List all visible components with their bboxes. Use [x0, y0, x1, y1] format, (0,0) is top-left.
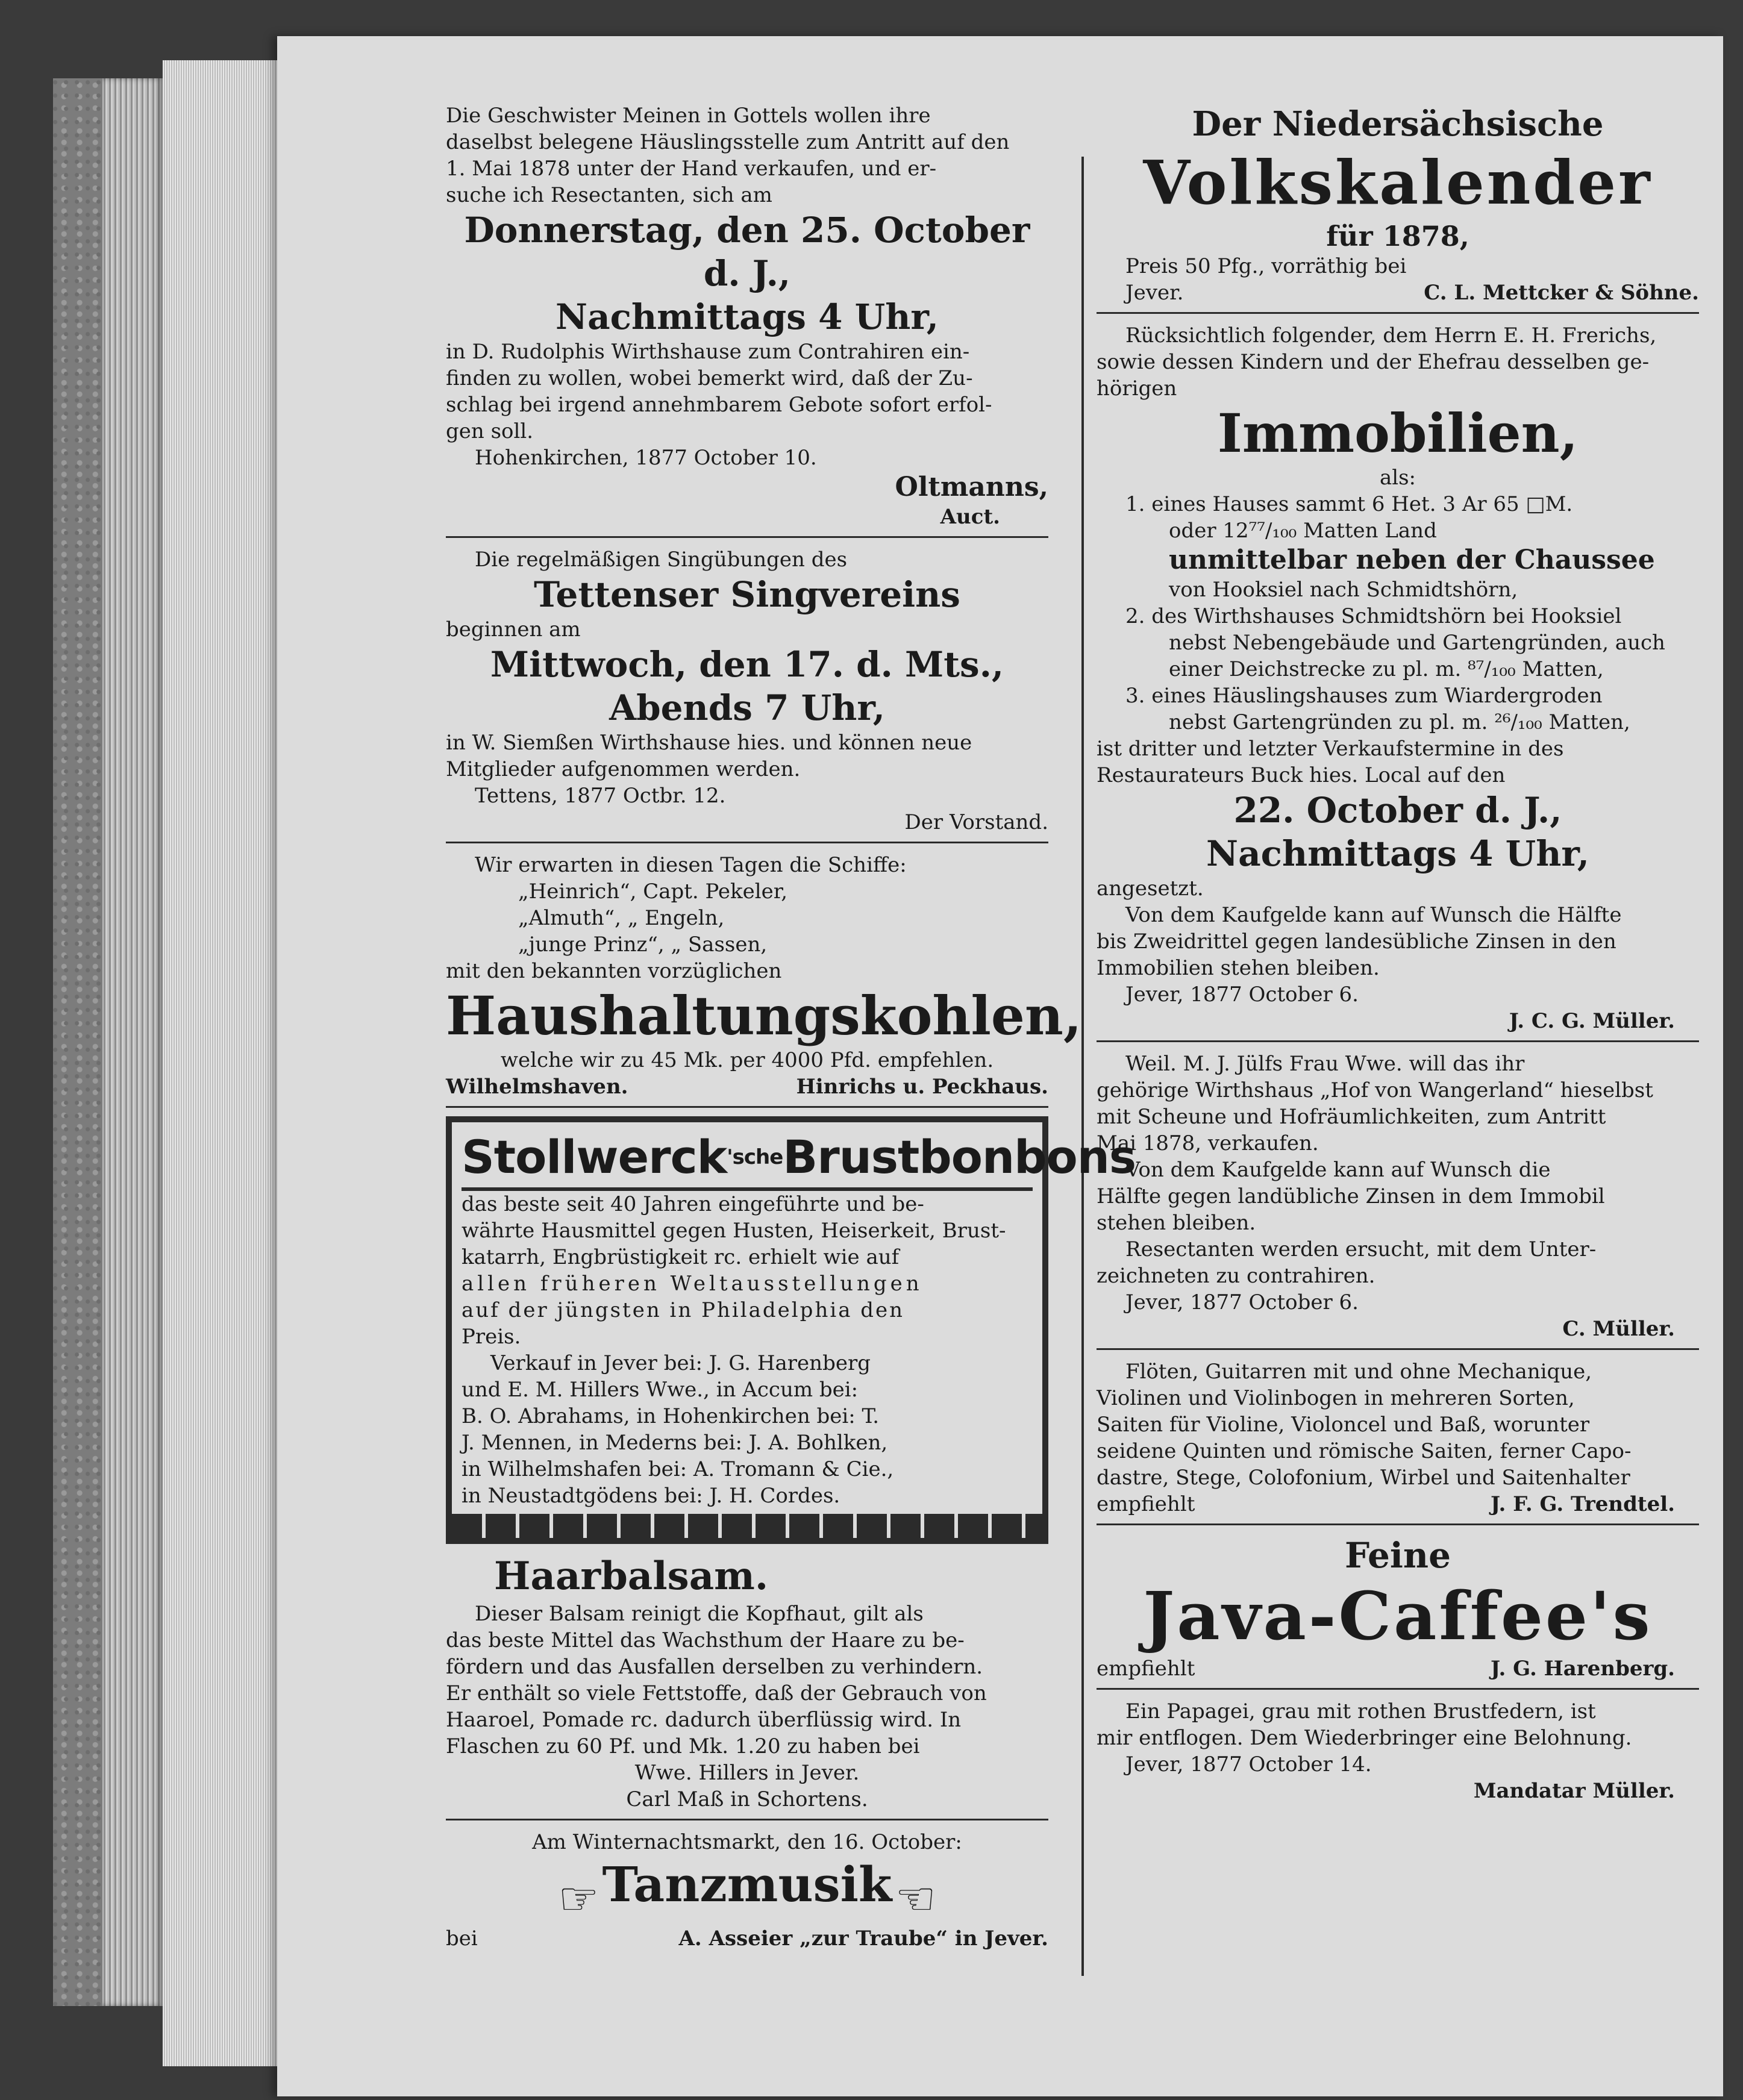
ship-line: „junge Prinz“, „ Sassen,	[518, 933, 768, 957]
ad-line: Immobilien stehen bleiben.	[1097, 956, 1380, 980]
ad-line: seidene Quinten und römische Saiten, ferner Capo-	[1097, 1439, 1632, 1463]
ad-line: das beste seit 40 Jahren eingeführte und be-	[462, 1192, 924, 1216]
item-line: einer Deichstrecke zu pl. m. ⁸⁷/₁₀₀ Matten,	[1169, 657, 1604, 681]
decorative-border	[452, 1514, 1042, 1538]
ad-separator	[446, 1106, 1048, 1108]
ad-line: Flöten, Guitarren mit und ohne Mechanique,	[1125, 1360, 1592, 1384]
ad-line: Resectanten werden ersucht, mit dem Unter-	[1125, 1237, 1597, 1261]
ad-line: und E. M. Hillers Wwe., in Accum bei:	[462, 1378, 859, 1402]
ad-brustbonbons	[446, 1116, 1136, 1544]
ad-line: Verkauf in Jever bei: J. G. Harenberg	[490, 1351, 871, 1375]
ad-time-line: Nachmittags 4 Uhr,	[1206, 833, 1589, 874]
ad-place-date: Jever, 1877 October 6.	[1125, 1290, 1359, 1314]
ad-product: Haushaltungskohlen,	[446, 984, 1082, 1047]
pointing-hand-icon: ☜	[895, 1872, 936, 1925]
ad-title: Immobilien,	[1217, 402, 1579, 464]
ad-separator	[446, 1819, 1048, 1820]
ad-signature: Hinrichs u. Peckhaus.	[796, 1075, 1048, 1099]
ad-line: Die Geschwister Meinen in Gottels wollen ihre	[446, 104, 931, 128]
headline-part: Brustbonbons	[783, 1130, 1136, 1184]
ad-line: gen soll.	[446, 419, 534, 443]
ad-place-date: Hohenkirchen, 1877 October 10.	[475, 446, 817, 470]
ad-title: Java-Caffee's	[1143, 1577, 1653, 1655]
ad-price: welche wir zu 45 Mk. per 4000 Pfd. empfehlen.	[500, 1048, 994, 1072]
ad-wirthshaus	[1097, 1051, 1699, 1342]
ad-place-date: Jever, 1877 October 14.	[1125, 1752, 1372, 1777]
ad-line: Weil. M. J. Jülfs Frau Wwe. will das ihr	[1125, 1052, 1525, 1076]
ad-line: in D. Rudolphis Wirthshause zum Contrahiren ein-	[446, 340, 970, 364]
ad-separator	[1097, 1040, 1699, 1042]
ad-subtitle: Feine	[1344, 1535, 1451, 1576]
ad-separator	[1097, 312, 1699, 314]
ad-line: dastre, Stege, Colofonium, Wirbel und Saitenhalter	[1097, 1466, 1630, 1490]
item-highlight: unmittelbar neben der Chaussee	[1169, 545, 1655, 575]
ad-name: Tettenser Singvereins	[534, 574, 960, 615]
ad-headline	[462, 1127, 1136, 1191]
ad-tanzmusik	[446, 1829, 1048, 1952]
ad-haarbalsam	[446, 1552, 1048, 1813]
ad-separator	[1097, 1688, 1699, 1690]
ad-line: B. O. Abrahams, in Hohenkirchen bei: T.	[462, 1404, 880, 1428]
page-edges	[163, 60, 277, 2066]
ad-line: Restaurateurs Buck hies. Local auf den	[1097, 763, 1506, 787]
ad-separator	[1097, 1523, 1699, 1525]
ad-java-caffee	[1097, 1534, 1699, 1682]
ad-signature: Mandatar Müller.	[1473, 1779, 1675, 1803]
ad-separator	[1097, 1348, 1699, 1350]
ad-date-line: 22. October d. J.,	[1233, 790, 1562, 831]
ad-musikinstrumente	[1097, 1358, 1699, 1517]
ad-signature: C. Müller.	[1562, 1317, 1675, 1341]
right-column	[1097, 102, 1699, 1804]
ad-signature: C. L. Mettcker & Söhne.	[1424, 281, 1699, 305]
ad-signature: J. C. G. Müller.	[1509, 1009, 1675, 1033]
ad-line: schlag bei irgend annehmbarem Gebote sofort erfol-	[446, 393, 992, 417]
ad-line: Haaroel, Pomade rc. dadurch überflüssig wird. In	[446, 1708, 962, 1732]
ad-place-date: Tettens, 1877 Octbr. 12.	[475, 784, 726, 808]
ad-line: Flaschen zu 60 Pf. und Mk. 1.20 zu haben bei	[446, 1734, 920, 1758]
ad-line: in Neustadtgödens bei: J. H. Cordes.	[462, 1484, 840, 1508]
ad-line: stehen bleiben.	[1097, 1211, 1256, 1235]
item-line: nebst Nebengebäude und Gartengründen, auch	[1169, 631, 1665, 655]
ad-footer	[446, 1073, 1048, 1100]
ad-line: 1. Mai 1878 unter der Hand verkaufen, und er-	[446, 157, 937, 181]
ad-title-row	[446, 1855, 1048, 1925]
ad-line: währte Hausmittel gegen Husten, Heiserkeit, Brust-	[462, 1219, 1006, 1243]
ad-place-date: Jever, 1877 October 6.	[1125, 983, 1359, 1007]
ad-footer	[446, 1925, 1048, 1952]
ad-price: Preis 50 Pfg., vorräthig bei	[1125, 254, 1407, 278]
column-divider	[1081, 157, 1084, 1976]
item-line: 1. eines Hauses sammt 6 Het. 3 Ar 65 □M.	[1125, 492, 1573, 516]
ad-line: zeichneten zu contrahiren.	[1097, 1264, 1375, 1288]
ad-line: Wir erwarten in diesen Tagen die Schiffe:	[475, 853, 907, 877]
marbled-cover	[53, 78, 102, 2006]
ad-footer	[1097, 1655, 1699, 1682]
ad-papagei	[1097, 1698, 1699, 1804]
ad-line: allen früheren Weltausstellungen	[462, 1272, 923, 1296]
item-line: 2. des Wirthshauses Schmidtshörn bei Hooksiel	[1125, 604, 1622, 628]
left-column	[446, 102, 1136, 1952]
ad-line: gehörige Wirthshaus „Hof von Wangerland“ hieselbst	[1097, 1078, 1653, 1102]
ad-time-line: Nachmittags 4 Uhr,	[555, 296, 939, 337]
ad-title: Volkskalender	[1143, 147, 1653, 218]
ad-place: Wilhelmshaven.	[446, 1075, 628, 1099]
ad-line: Von dem Kaufgelde kann auf Wunsch die	[1125, 1158, 1551, 1182]
ad-line: sowie dessen Kindern und der Ehefrau desselben ge-	[1097, 350, 1650, 374]
ad-line: Die regelmäßigen Singübungen des	[475, 548, 848, 572]
ad-line: Rücksichtlich folgender, dem Herrn E. H. Frerichs,	[1125, 323, 1657, 348]
ad-line: J. Mennen, in Mederns bei: J. A. Bohlken,	[462, 1431, 888, 1455]
ad-line: empfiehlt	[1097, 1492, 1195, 1516]
ad-haushaltungskohlen	[446, 852, 1082, 1100]
item-line: von Hooksiel nach Schmidtshörn,	[1169, 578, 1518, 602]
ad-line: hörigen	[1097, 377, 1177, 401]
ad-line: Preis.	[462, 1325, 521, 1349]
ad-line: katarrh, Engbrüstigkeit rc. erhielt wie auf	[462, 1245, 900, 1269]
ad-singverein	[446, 546, 1048, 836]
ad-signature: Oltmanns,	[895, 472, 1048, 502]
ship-line: „Heinrich“, Capt. Pekeler,	[518, 880, 788, 904]
ad-line: suche ich Resectanten, sich am	[446, 183, 772, 207]
ad-signature: J. G. Harenberg.	[1491, 1657, 1675, 1681]
pointing-hand-icon: ☞	[558, 1872, 599, 1925]
headline-part: 'sche	[727, 1145, 783, 1169]
ad-line: fördern und das Ausfallen derselben zu verhindern.	[446, 1655, 983, 1679]
ad-line: Er enthält so viele Fettstoffe, daß der Gebrauch von	[446, 1681, 987, 1705]
ad-line: Mitglieder aufgenommen werden.	[446, 757, 801, 781]
ad-line: mit Scheune und Hofräumlichkeiten, zum Antritt	[1097, 1105, 1606, 1129]
ad-line: empfiehlt	[1097, 1657, 1195, 1681]
ad-place: A. Asseier „zur Traube“ in Jever.	[678, 1927, 1048, 1951]
ad-time-line: Abends 7 Uhr,	[609, 687, 885, 728]
ad-signature: Der Vorstand.	[904, 810, 1048, 834]
ad-footer	[1097, 280, 1699, 306]
ad-title: Tanzmusik	[602, 1856, 892, 1913]
ad-line: auf der jüngsten in Philadelphia den	[462, 1298, 905, 1322]
item-line: nebst Gartengründen zu pl. m. ²⁶/₁₀₀ Matten,	[1169, 710, 1630, 734]
ad-line: bei	[446, 1927, 478, 1951]
item-line: oder 12⁷⁷/₁₀₀ Matten Land	[1169, 519, 1437, 543]
ad-line: angesetzt.	[1097, 877, 1204, 901]
ad-line: daselbst belegene Häuslingsstelle zum Antritt auf den	[446, 130, 1010, 154]
ad-line: Mai 1878, verkaufen.	[1097, 1131, 1319, 1155]
ad-line: Saiten für Violine, Violoncel und Baß, worunter	[1097, 1413, 1590, 1437]
ad-title: Haarbalsam.	[494, 1554, 769, 1599]
ad-line: mir entflogen. Dem Wiederbringer eine Belohnung.	[1097, 1726, 1632, 1750]
ad-line: bis Zweidrittel gegen landesübliche Zinsen in den	[1097, 930, 1616, 954]
ad-separator	[446, 536, 1048, 538]
item-line: 3. eines Häuslingshauses zum Wiardergroden	[1125, 684, 1603, 708]
ad-date-line: Mittwoch, den 17. d. Mts.,	[490, 644, 1004, 685]
ad-vendor: Wwe. Hillers in Jever.	[634, 1761, 860, 1785]
ad-line: beginnen am	[446, 617, 581, 642]
ad-line: in Wilhelmshafen bei: A. Tromann & Cie.,	[462, 1457, 894, 1481]
ad-line: mit den bekannten vorzüglichen	[446, 959, 782, 983]
ad-line: das beste Mittel das Wachsthum der Haare zu be-	[446, 1628, 965, 1652]
ship-line: „Almuth“, „ Engeln,	[518, 906, 725, 930]
ad-line: als:	[1379, 466, 1416, 490]
ad-vendor: Carl Maß in Schortens.	[626, 1787, 868, 1811]
ad-line: Violinen und Violinbogen in mehreren Sorten,	[1097, 1386, 1575, 1410]
ad-signature: J. F. G. Trendtel.	[1491, 1492, 1675, 1516]
ad-footer	[1097, 1491, 1699, 1517]
ad-place: Jever.	[1125, 281, 1184, 305]
ad-line: Hälfte gegen landübliche Zinsen in dem Immobil	[1097, 1184, 1605, 1208]
ad-line: ist dritter und letzter Verkaufstermine in des	[1097, 737, 1564, 761]
ad-separator	[446, 842, 1048, 843]
ad-line: Von dem Kaufgelde kann auf Wunsch die Hälfte	[1125, 903, 1622, 927]
ad-line: Am Winternachtsmarkt, den 16. October:	[532, 1830, 962, 1854]
ad-year: für 1878,	[1326, 220, 1469, 252]
ad-immobilien	[1097, 322, 1699, 1034]
ad-hausverkauf-gottels	[446, 102, 1048, 530]
ad-signature-title: Auct.	[940, 505, 1000, 529]
headline-part: Stollwerck	[462, 1130, 727, 1184]
ad-line: finden zu wollen, wobei bemerkt wird, daß der Zu-	[446, 366, 973, 390]
ad-line: Ein Papagei, grau mit rothen Brustfedern, ist	[1125, 1699, 1596, 1723]
ad-date-line: Donnerstag, den 25. October d. J.,	[464, 210, 1030, 294]
ad-line: in W. Siemßen Wirthshause hies. und können neue	[446, 731, 972, 755]
ad-title: Der Niedersächsische	[1192, 104, 1604, 144]
ad-volkskalender	[1097, 102, 1699, 306]
ad-line: Dieser Balsam reinigt die Kopfhaut, gilt als	[475, 1602, 924, 1626]
